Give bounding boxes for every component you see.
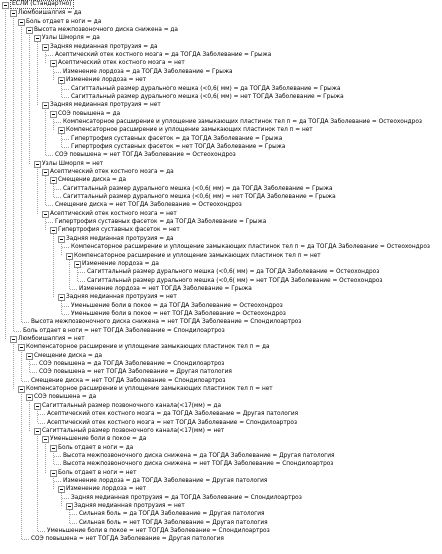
tree-node[interactable]	[0, 9, 442, 17]
collapse-toggle-icon[interactable]	[66, 253, 73, 260]
tree-node-label: Смещение диска = да	[34, 352, 103, 359]
tree-node[interactable]	[0, 85, 442, 93]
tree-node[interactable]	[0, 168, 442, 176]
tree-node[interactable]	[0, 527, 442, 535]
tree-node-label: Сагиттальный размер позвоночного канала(<17(мм) = нет	[42, 427, 225, 434]
tree-node-label: Изменение лордоза = нет	[66, 77, 147, 84]
tree-node-label: Сагиттальный размер дурального мешка (<0,6( мм) = да ТОГДА Заболевание = Грыжа	[71, 85, 341, 92]
tree-node-label: Узлы Шморля = нет	[42, 160, 104, 167]
tree-node[interactable]	[0, 452, 442, 460]
tree-node-label: Люмбоишалгия = нет	[18, 336, 85, 342]
tree-node[interactable]	[0, 477, 442, 485]
tree-node[interactable]	[0, 318, 442, 326]
tree-node[interactable]	[0, 243, 442, 251]
collapse-toggle-icon[interactable]	[26, 27, 33, 34]
tree-node[interactable]	[0, 285, 442, 293]
tree-node[interactable]	[0, 110, 442, 118]
tree-node-label: Асептический отек костного мозга = нет ТОГДА Заболевание = Спондилоартроз	[47, 419, 298, 426]
collapse-toggle-icon[interactable]	[18, 386, 25, 393]
tree-node[interactable]	[0, 343, 442, 351]
tree-node[interactable]	[0, 59, 442, 67]
tree-node[interactable]	[0, 368, 442, 376]
tree-node[interactable]	[0, 34, 442, 42]
tree-node-label: Асептический отек костного мозга = да ТОГДА Заболевание = Грыжа	[55, 52, 272, 59]
tree-node-label: Люмбоишалгия = да	[18, 10, 82, 17]
tree-node[interactable]	[0, 494, 442, 502]
tree-node[interactable]	[0, 1, 442, 9]
tree-node[interactable]	[0, 535, 442, 543]
tree-node-label: СОЭ повышена = да	[58, 110, 121, 117]
tree-node[interactable]	[0, 385, 442, 393]
tree-node-label: СОЭ повышена = да ТОГДА Заболевание = Спондилоартроз	[39, 361, 225, 368]
tree-node-label: Компенсаторное расширение и уплощение замыкающих пластинок тел п = нет	[26, 386, 273, 393]
tree-node[interactable]	[0, 235, 442, 243]
tree-node-label: Смещение диска = да	[58, 177, 127, 184]
collapse-toggle-icon[interactable]	[74, 261, 81, 268]
collapse-toggle-icon[interactable]	[42, 44, 49, 51]
tree-node[interactable]	[0, 101, 442, 109]
tree-node-label: Боль отдает в ноги = да	[58, 444, 134, 451]
tree-node[interactable]	[0, 193, 442, 201]
collapse-toggle-icon[interactable]	[2, 2, 9, 9]
collapse-toggle-icon[interactable]	[10, 336, 17, 343]
tree-node[interactable]	[0, 151, 442, 159]
tree-node[interactable]	[0, 185, 442, 193]
collapse-toggle-icon[interactable]	[26, 353, 33, 360]
tree-node[interactable]	[0, 160, 442, 168]
tree-node[interactable]	[0, 93, 442, 101]
tree-node-label: Изменение лордоза = да	[82, 260, 159, 267]
collapse-toggle-icon[interactable]	[58, 486, 65, 493]
tree-node-label: Сильная боль = да ТОГДА Заболевание = Другая патология	[79, 511, 265, 518]
tree-node[interactable]	[0, 335, 442, 343]
tree-node-label: Задняя медианная протрузия = нет	[74, 503, 185, 509]
collapse-toggle-icon[interactable]	[34, 428, 41, 435]
tree-node[interactable]	[0, 502, 442, 510]
tree-node[interactable]	[0, 252, 442, 260]
collapse-toggle-icon[interactable]	[10, 10, 17, 17]
tree-node-label: Сильная боль = нет ТОГДА Заболевание = Другая патология	[79, 519, 268, 526]
tree-node[interactable]	[0, 293, 442, 301]
collapse-toggle-icon[interactable]	[50, 470, 57, 477]
tree-node-label: Задняя медианная протрузия = да	[66, 235, 174, 242]
tree-node[interactable]	[0, 402, 442, 410]
tree-node-label: Асептический отек костного мозга = нет	[58, 60, 185, 67]
tree-node[interactable]	[0, 510, 442, 518]
tree-node-label: Гипертрофия суставных фасеток = нет	[58, 227, 180, 234]
tree-node-label: Изменение лордоза = да ТОГДА Заболевание = Грыжа	[63, 68, 233, 75]
tree-node[interactable]	[0, 310, 442, 318]
tree-node-label: Изменение лордоза = нет	[66, 486, 147, 493]
tree-node-label: СОЭ повышена = да	[34, 394, 97, 401]
tree-node[interactable]	[0, 519, 442, 527]
tree-node-label: Гипертрофия суставных фасеток = нет ТОГДА Заболевание = Грыжа	[71, 143, 286, 150]
tree-node[interactable]	[0, 444, 442, 452]
tree-node-label: Сагиттальный размер позвоночного канала(<17(мм) = да	[42, 402, 222, 409]
tree-node[interactable]	[0, 469, 442, 477]
tree-node[interactable]	[0, 360, 442, 368]
collapse-toggle-icon[interactable]	[50, 177, 57, 184]
collapse-toggle-icon[interactable]	[34, 35, 41, 42]
tree-node-label: Гипертрофия суставных фасеток = да ТОГДА Заболевание = Грыжа	[55, 219, 267, 226]
collapse-toggle-icon[interactable]	[42, 436, 49, 443]
tree-node[interactable]	[0, 176, 442, 184]
tree-node-label: Компенсаторное расширение и уплощение замыкающих пластинок тел п = нет	[74, 252, 321, 259]
collapse-toggle-icon[interactable]	[18, 344, 25, 351]
tree-node[interactable]	[0, 218, 442, 226]
tree-node-label: СОЭ повышена = нет ТОГДА Заболевание = Другая патология	[31, 536, 224, 543]
tree-node-label: Асептический отек костного мозга = да	[50, 169, 174, 175]
tree-node[interactable]	[0, 268, 442, 276]
tree-node-label: Боль отдает в ноги = нет	[58, 469, 137, 476]
collapse-toggle-icon[interactable]	[42, 211, 49, 218]
tree-node-label: Задняя медианная протрузия = нет	[50, 102, 161, 109]
tree-node[interactable]	[0, 435, 442, 443]
tree-node[interactable]	[0, 18, 442, 26]
tree-node-label: Уменьшение боли в покое = нет ТОГДА Заболевание = Спондилоартроз	[47, 528, 270, 535]
tree-node[interactable]	[0, 410, 442, 418]
tree-node[interactable]	[0, 126, 442, 134]
tree-node-label: Сагиттальный размер дурального мешка (<0,6( мм) = да ТОГДА Заболевание = Грыжа	[63, 185, 333, 192]
tree-node-label: Сагиттальный размер дурального мешка (<0,6( мм) = да ТОГДА Заболевание = Остеохондроз	[87, 269, 380, 276]
tree-node[interactable]	[0, 118, 442, 126]
tree-node-label: Асептический отек костного мозга = нет	[50, 210, 177, 217]
tree-node[interactable]	[0, 260, 442, 268]
tree-node-label: Узлы Шморля = да	[42, 35, 100, 42]
collapse-toggle-icon[interactable]	[50, 60, 57, 67]
tree-node[interactable]	[0, 419, 442, 427]
tree-node[interactable]	[0, 393, 442, 401]
collapse-toggle-icon[interactable]	[50, 227, 57, 234]
tree-node[interactable]	[0, 201, 442, 209]
tree-node[interactable]	[0, 43, 442, 51]
collapse-toggle-icon[interactable]	[58, 236, 65, 243]
collapse-toggle-icon[interactable]	[34, 161, 41, 168]
collapse-toggle-icon[interactable]	[50, 111, 57, 118]
tree-node-label: Компенсаторное расширение и уплощение замыкающих пластинок тел п = да ТОГДА Заболевание = Остеохондроз	[71, 244, 430, 251]
tree-node-label: Высота межпозвоночного диска снижена = нет ТОГДА Заболевание = Спондилоартроз	[31, 319, 302, 326]
tree-node-label: Сагиттальный размер дурального мешка (<0,6( мм) = нет ТОГДА Заболевание = Грыжа	[63, 194, 336, 201]
tree-node-label: Задняя медианная протрузия = да ТОГДА Заболевание = Спондилоартроз	[71, 494, 302, 501]
tree-node[interactable]	[0, 26, 442, 34]
tree-node-label: Высота межпозвоночного диска снижена = нет ТОГДА Заболевание = Спондилоартроз	[63, 461, 334, 468]
collapse-toggle-icon[interactable]	[42, 169, 49, 176]
collapse-toggle-icon[interactable]	[66, 503, 73, 510]
tree-node-label: Боль отдает в ноги = нет ТОГДА Заболевание = Спондилоартроз	[23, 327, 225, 334]
collapse-toggle-icon[interactable]	[42, 102, 49, 109]
tree-node-label: Изменение лордоза = да ТОГДА Заболевание = Другая патология	[63, 477, 268, 484]
tree-node-label: Асептический отек костного мозга = да ТОГДА Заболевание = Другая патология	[47, 411, 299, 418]
tree-node-label: Уменьшение боли в покое = да	[50, 436, 147, 443]
tree-node[interactable]	[0, 210, 442, 218]
tree-node-label: Смещение диска = нет ТОГДА Заболевание = Остеохондроз	[55, 202, 242, 209]
tree-node-label: СОЭ повышена = нет ТОГДА Заболевание = Остеохондроз	[55, 152, 236, 159]
tree-node[interactable]	[0, 143, 442, 151]
tree-node[interactable]	[0, 485, 442, 493]
tree-node[interactable]	[0, 51, 442, 59]
tree-node-label: ЕСЛИ (Стандартно)	[12, 1, 72, 7]
tree-node-label: Смещение диска = нет ТОГДА Заболевание = Спондилоартроз	[31, 377, 226, 384]
collapse-toggle-icon[interactable]	[58, 294, 65, 301]
tree-node[interactable]	[0, 302, 442, 310]
tree-node[interactable]	[0, 427, 442, 435]
tree-node-label: Компенсаторное расширение и уплощение замыкающих пластинок тел п = да	[26, 344, 270, 351]
tree-node-label: Боль отдает в ноги = да	[26, 18, 102, 25]
tree-node[interactable]	[0, 327, 442, 335]
tree-node-label: Задняя медианная протрузия = да	[50, 43, 158, 50]
tree-node[interactable]	[0, 377, 442, 385]
tree-node[interactable]	[0, 277, 442, 285]
tree-node[interactable]	[0, 135, 442, 143]
tree-node[interactable]	[0, 76, 442, 84]
tree-node-label: Изменение лордоза = нет ТОГДА Заболевание = Грыжа	[79, 285, 252, 292]
tree-node-label: Гипертрофия суставных фасеток = да ТОГДА Заболевание = Грыжа	[71, 135, 283, 142]
tree-node-label: Сагиттальный размер дурального мешка (<0,6( мм) = нет ТОГДА Заболевание = Остеохондроз	[87, 277, 383, 284]
collapse-toggle-icon[interactable]	[34, 403, 41, 410]
collapse-toggle-icon[interactable]	[50, 445, 57, 452]
tree-node-label: Сагиттальный размер дурального мешка (<0,6( мм) = нет ТОГДА Заболевание = Грыжа	[71, 93, 344, 100]
tree-node-label: Уменьшение боли в покое = нет ТОГДА Заболевание = Остеохондроз	[71, 310, 286, 317]
tree-node-label: Компенсаторное расширение и уплощение замыкающих пластинок тел п = да ТОГДА Заболевание = Остеохондроз	[63, 118, 422, 125]
tree-node-label: Высота межпозвоночного диска снижена = да	[34, 27, 178, 34]
tree-node-label: Задняя медианная протрузия = нет	[66, 294, 177, 301]
tree-node[interactable]	[0, 352, 442, 360]
collapse-toggle-icon[interactable]	[58, 127, 65, 134]
tree-node[interactable]	[0, 460, 442, 468]
collapse-toggle-icon[interactable]	[58, 77, 65, 84]
collapse-toggle-icon[interactable]	[18, 19, 25, 26]
tree-node-label: Компенсаторное расширение и уплощение замыкающих пластинок тел п = нет	[66, 127, 313, 134]
tree-node-label: Высота межпозвоночного диска снижена = да ТОГДА Заболевание = Другая патология	[63, 452, 335, 459]
tree-node[interactable]	[0, 226, 442, 234]
tree-node[interactable]	[0, 68, 442, 76]
tree-node-label: СОЭ повышена = нет ТОГДА Заболевание = Другая патология	[39, 369, 232, 376]
tree-node-label: Уменьшение боли в покое = да ТОГДА Заболевание = Остеохондроз	[71, 302, 283, 309]
collapse-toggle-icon[interactable]	[26, 394, 33, 401]
